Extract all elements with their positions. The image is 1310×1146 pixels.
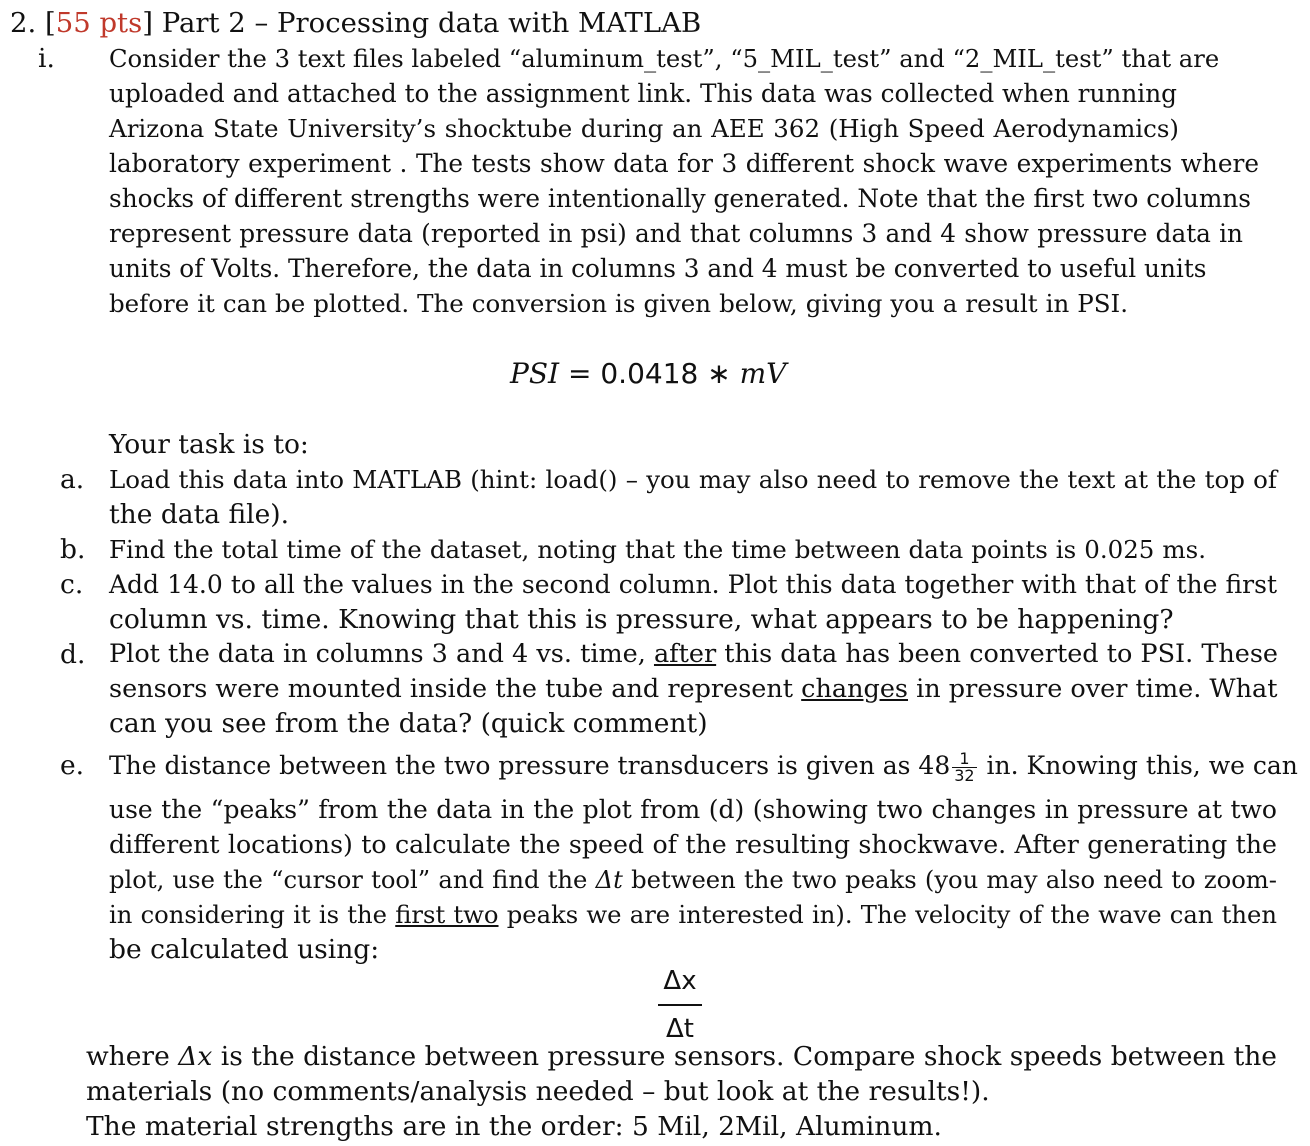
task-d-line-2 [109,672,1277,707]
intro-line-7: units of Volts. Therefore, the data in columns 3 and 4 must be converted to useful units [109,254,1207,283]
task-c-line-1: Add 14.0 to all the values in the second column. Plot this data together with that of the first [109,570,1277,599]
task-d-line-1 [109,637,1277,672]
task-e-line-6: be calculated using: [109,934,380,965]
fraction-denominator: 32 [954,766,975,785]
closing-line-1-start: where [86,1041,179,1072]
task-c-marker: c. [60,569,84,600]
equation-lhs: PSI [510,357,560,390]
equation-middle: = 0.0418 ∗ [559,357,740,390]
task-a-line-1: Load this data into MATLAB (hint: load() – you may also need to remove the text at the top of [109,465,1277,494]
task-d-changes-underlined: changes [801,674,909,704]
distance-fraction [952,751,976,784]
task-a-marker: a. [60,464,85,495]
intro-marker: i. [38,43,55,74]
equation-rhs: mV [739,357,787,390]
task-c-line-2: column vs. time. Knowing that this is pressure, what appears to be happening? [109,604,1174,635]
task-d-line-2-end: in pressure over time. What [908,674,1278,704]
intro-line-5: shocks of different strengths were intentionally generated. Note that the first two columns [109,184,1251,213]
intro-line-4: laboratory experiment . The tests show data for 3 different shock wave experiments where [109,149,1259,178]
velocity-denominator: Δt [666,1014,694,1044]
fraction-bar [658,1004,702,1006]
question-title: ] Part 2 – Processing data with MATLAB [142,7,702,39]
intro-line-3: Arizona State University’s shocktube during an AEE 362 (High Speed Aerodynamics) [109,114,1179,143]
task-e-line-2: use the “peaks” from the data in the plot from (d) (showing two changes in pressure at two [109,795,1277,824]
task-e-line-1 [109,748,1298,784]
delta-x-symbol: Δx [178,1041,213,1072]
task-e-line-5 [109,897,1277,932]
task-a-line-2: the data file). [109,499,290,530]
task-d-line-1-start: Plot the data in columns 3 and 4 vs. time, [109,639,654,669]
task-e-line-5-start: in considering it is the [109,900,396,929]
task-e-line-3: different locations) to calculate the speed of the resulting shockwave. After generating the [109,830,1277,859]
task-d-line-3: can you see from the data? (quick comment) [109,708,708,739]
first-two-underlined: first two [395,900,499,929]
task-e-marker: e. [60,750,85,781]
task-e-line-1-start: The distance between the two pressure transducers is given as 48 [109,751,951,780]
fraction-numerator: 1 [952,751,976,768]
closing-line-3: The material strengths are in the order: 5 Mil, 2Mil, Aluminum. [86,1111,942,1142]
intro-line-2: uploaded and attached to the assignment link. This data was collected when running [109,79,1177,108]
closing-line-1-end: is the distance between pressure sensors. Compare shock speeds between the [212,1041,1277,1072]
intro-line-1: Consider the 3 text files labeled “aluminum_test”, “5_MIL_test” and “2_MIL_test” that are [109,44,1220,73]
closing-line-2: materials (no comments/analysis needed – but look at the results!). [86,1076,990,1107]
delta-t-symbol: Δt [595,865,623,894]
task-b-marker: b. [60,534,86,565]
task-d-after-underlined: after [653,639,717,669]
task-e-line-4 [109,862,1277,897]
velocity-numerator: Δx [663,966,697,996]
conversion-equation [510,356,786,391]
closing-line-1 [86,1039,1277,1074]
task-d-marker: d. [60,639,86,670]
task-intro: Your task is to: [109,429,309,460]
task-e-line-5-end: peaks we are interested in). The velocity of the wave can then [498,900,1277,929]
task-e-line-4-end: between the two peaks (you may also need to zoom- [622,865,1277,894]
task-b-line-1: Find the total time of the dataset, noting that the time between data points is 0.025 ms. [109,535,1206,564]
question-number: 2. [ [10,7,56,39]
velocity-equation [652,962,708,1048]
intro-line-6: represent pressure data (reported in psi) and that columns 3 and 4 show pressure data in [109,219,1243,248]
points-label: 55 pts [55,7,143,39]
task-e-line-1-end: in. Knowing this, we can [978,751,1298,780]
task-d-line-1-end: this data has been converted to PSI. These [716,639,1279,669]
question-header [10,6,701,41]
task-d-line-2-start: sensors were mounted inside the tube and represent [109,674,802,704]
task-e-line-4-start: plot, use the “cursor tool” and find the [109,865,596,894]
intro-line-8: before it can be plotted. The conversion is given below, giving you a result in PSI. [109,289,1128,318]
